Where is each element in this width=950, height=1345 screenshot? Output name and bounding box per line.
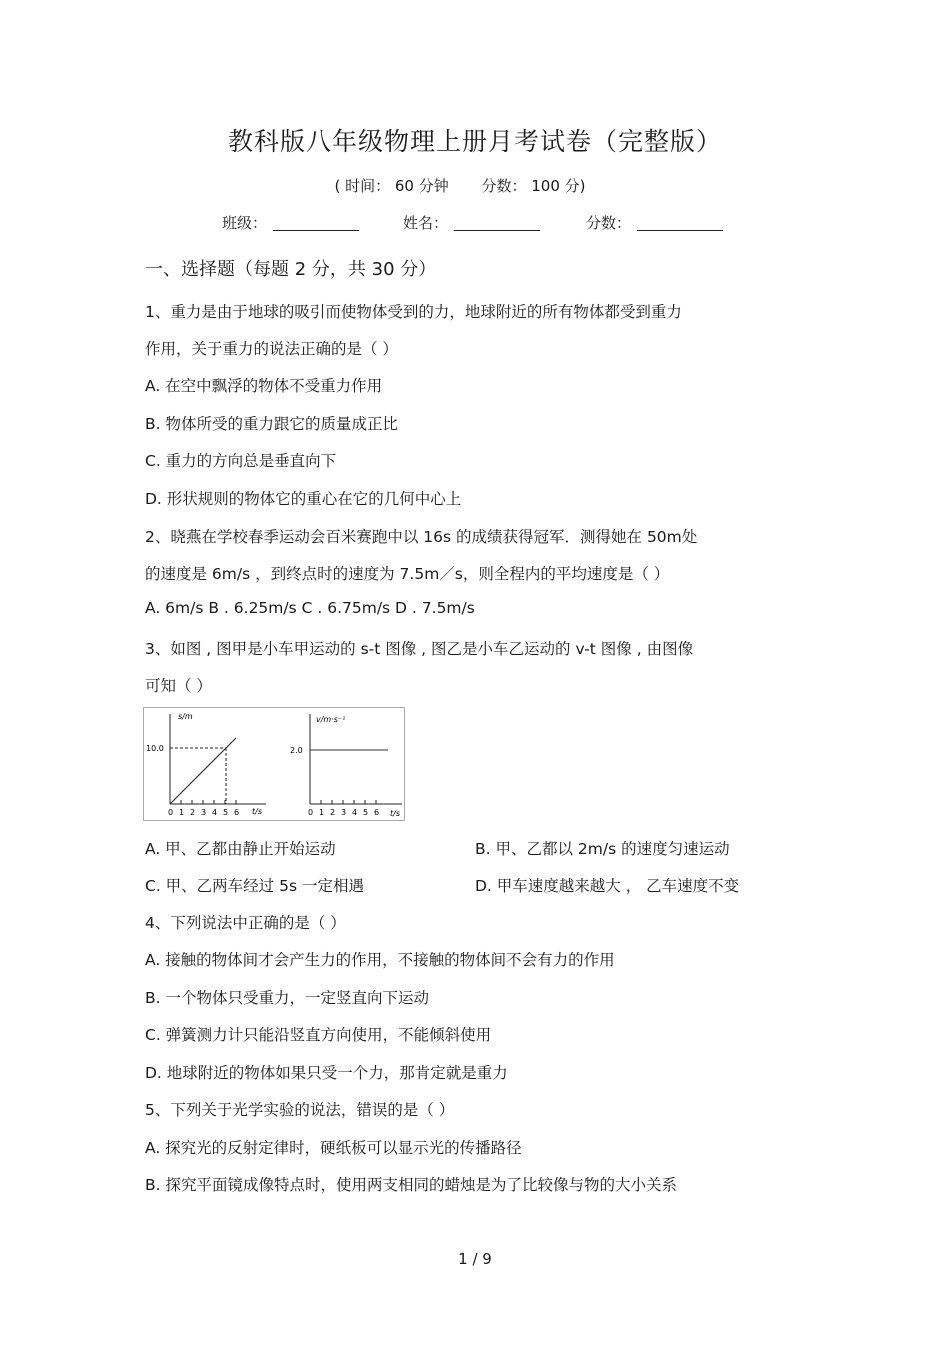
q3-figure [143,707,405,821]
vt-tick-label: 3 [341,808,347,817]
exam-total-score: 分数： 100 分) [481,177,586,195]
q4-option-d: D. 地球附近的物体如果只受一个力，那肯定就是重力 [145,1064,508,1082]
q3-graphs [144,708,404,820]
q1-option-c: C. 重力的方向总是垂直向下 [145,452,337,470]
q5-option-b: B. 探究平面镜成像特点时，使用两支相同的蜡烛是为了比较像与物的大小关系 [145,1176,677,1194]
score-blank[interactable] [637,214,723,231]
q5-stem: 5、下列关于光学实验的说法，错误的是（ ） [145,1101,455,1119]
q2-stem-line1: 2、晓燕在学校春季运动会百米赛跑中以 16s 的成绩获得冠军．测得她在 50m处 [145,528,698,546]
class-blank[interactable] [273,214,359,231]
q3-option-a: A. 甲、乙都由静止开始运动 [145,840,336,858]
q2-stem-line2: 的速度是 6m/s ，到终点时的速度为 7.5m／s，则全程内的平均速度是（ ） [145,565,670,583]
vt-xlabel: t/s [390,809,400,818]
exam-time: ( 时间： 60 分钟 [334,177,449,195]
vt-ylabel: v/m·s⁻¹ [316,715,346,724]
name-field [403,212,540,233]
q3-option-d: D. 甲车速度越来越大 ， 乙车速度不变 [475,877,740,895]
vt-tick-label: 1 [319,808,325,817]
vt-tick-label: 2 [330,808,336,817]
score-field [586,212,723,233]
q5-option-a: A. 探究光的反射定律时，硬纸板可以显示光的传播路径 [145,1139,522,1157]
q4-stem: 4、下列说法中正确的是（ ） [145,914,346,932]
st-tick-label: 1 [179,808,185,817]
st-tick-label: 6 [234,808,240,817]
q4-option-a: A. 接触的物体间才会产生力的作用，不接触的物体间不会有力的作用 [145,951,615,969]
q3-option-b: B. 甲、乙都以 2m/s 的速度匀速运动 [475,840,730,858]
class-label: 班级： [222,214,268,232]
q1-stem-line1: 1、重力是由于地球的吸引而使物体受到的力，地球附近的所有物体都受到重力 [145,303,682,321]
q1-option-a: A. 在空中飘浮的物体不受重力作用 [145,377,383,395]
score-label: 分数： [586,214,632,232]
q4-option-c: C. 弹簧测力计只能沿竖直方向使用，不能倾斜使用 [145,1026,492,1044]
class-field [222,212,359,233]
q2-options: A. 6m/s B . 6.25m/s C . 6.75m/s D . 7.5m/s [145,599,475,617]
vt-tick-label: 6 [374,808,380,817]
st-yvalue: 10.0 [146,744,164,753]
exam-meta [0,175,920,196]
st-tick-label: 3 [201,808,207,817]
vt-yvalue: 2.0 [290,746,303,755]
st-tick-label: 5 [223,808,229,817]
st-tick-label: 2 [190,808,196,817]
st-ylabel: s/m [178,712,193,721]
vt-tick-label: 5 [363,808,369,817]
q1-stem-line2: 作用，关于重力的说法正确的是（ ） [145,340,398,358]
name-label: 姓名： [403,214,449,232]
q3-stem-line1: 3、如图 , 图甲是小车甲运动的 s-t 图像 , 图乙是小车乙运动的 v-t 图像 , 由图像 [145,640,694,658]
q3-option-c: C. 甲、乙两车经过 5s 一定相遇 [145,877,364,895]
st-tick-label: 0 [168,808,174,817]
q1-option-b: B. 物体所受的重力跟它的质量成正比 [145,415,398,433]
q1-option-d: D. 形状规则的物体它的重心在它的几何中心上 [145,490,462,508]
st-xlabel: t/s [252,807,262,816]
page-title: 教科版八年级物理上册月考试卷（完整版） [227,127,722,156]
vt-tick-label: 0 [308,808,314,817]
q4-option-b: B. 一个物体只受重力，一定竖直向下运动 [145,989,429,1007]
page-number: 1 / 9 [458,1250,492,1268]
vt-tick-label: 4 [352,808,358,817]
section-heading: 一、选择题（每题 2 分，共 30 分） [145,259,437,280]
name-blank[interactable] [454,214,540,231]
q3-stem-line2: 可知（ ） [145,677,212,695]
st-tick-label: 4 [212,808,218,817]
